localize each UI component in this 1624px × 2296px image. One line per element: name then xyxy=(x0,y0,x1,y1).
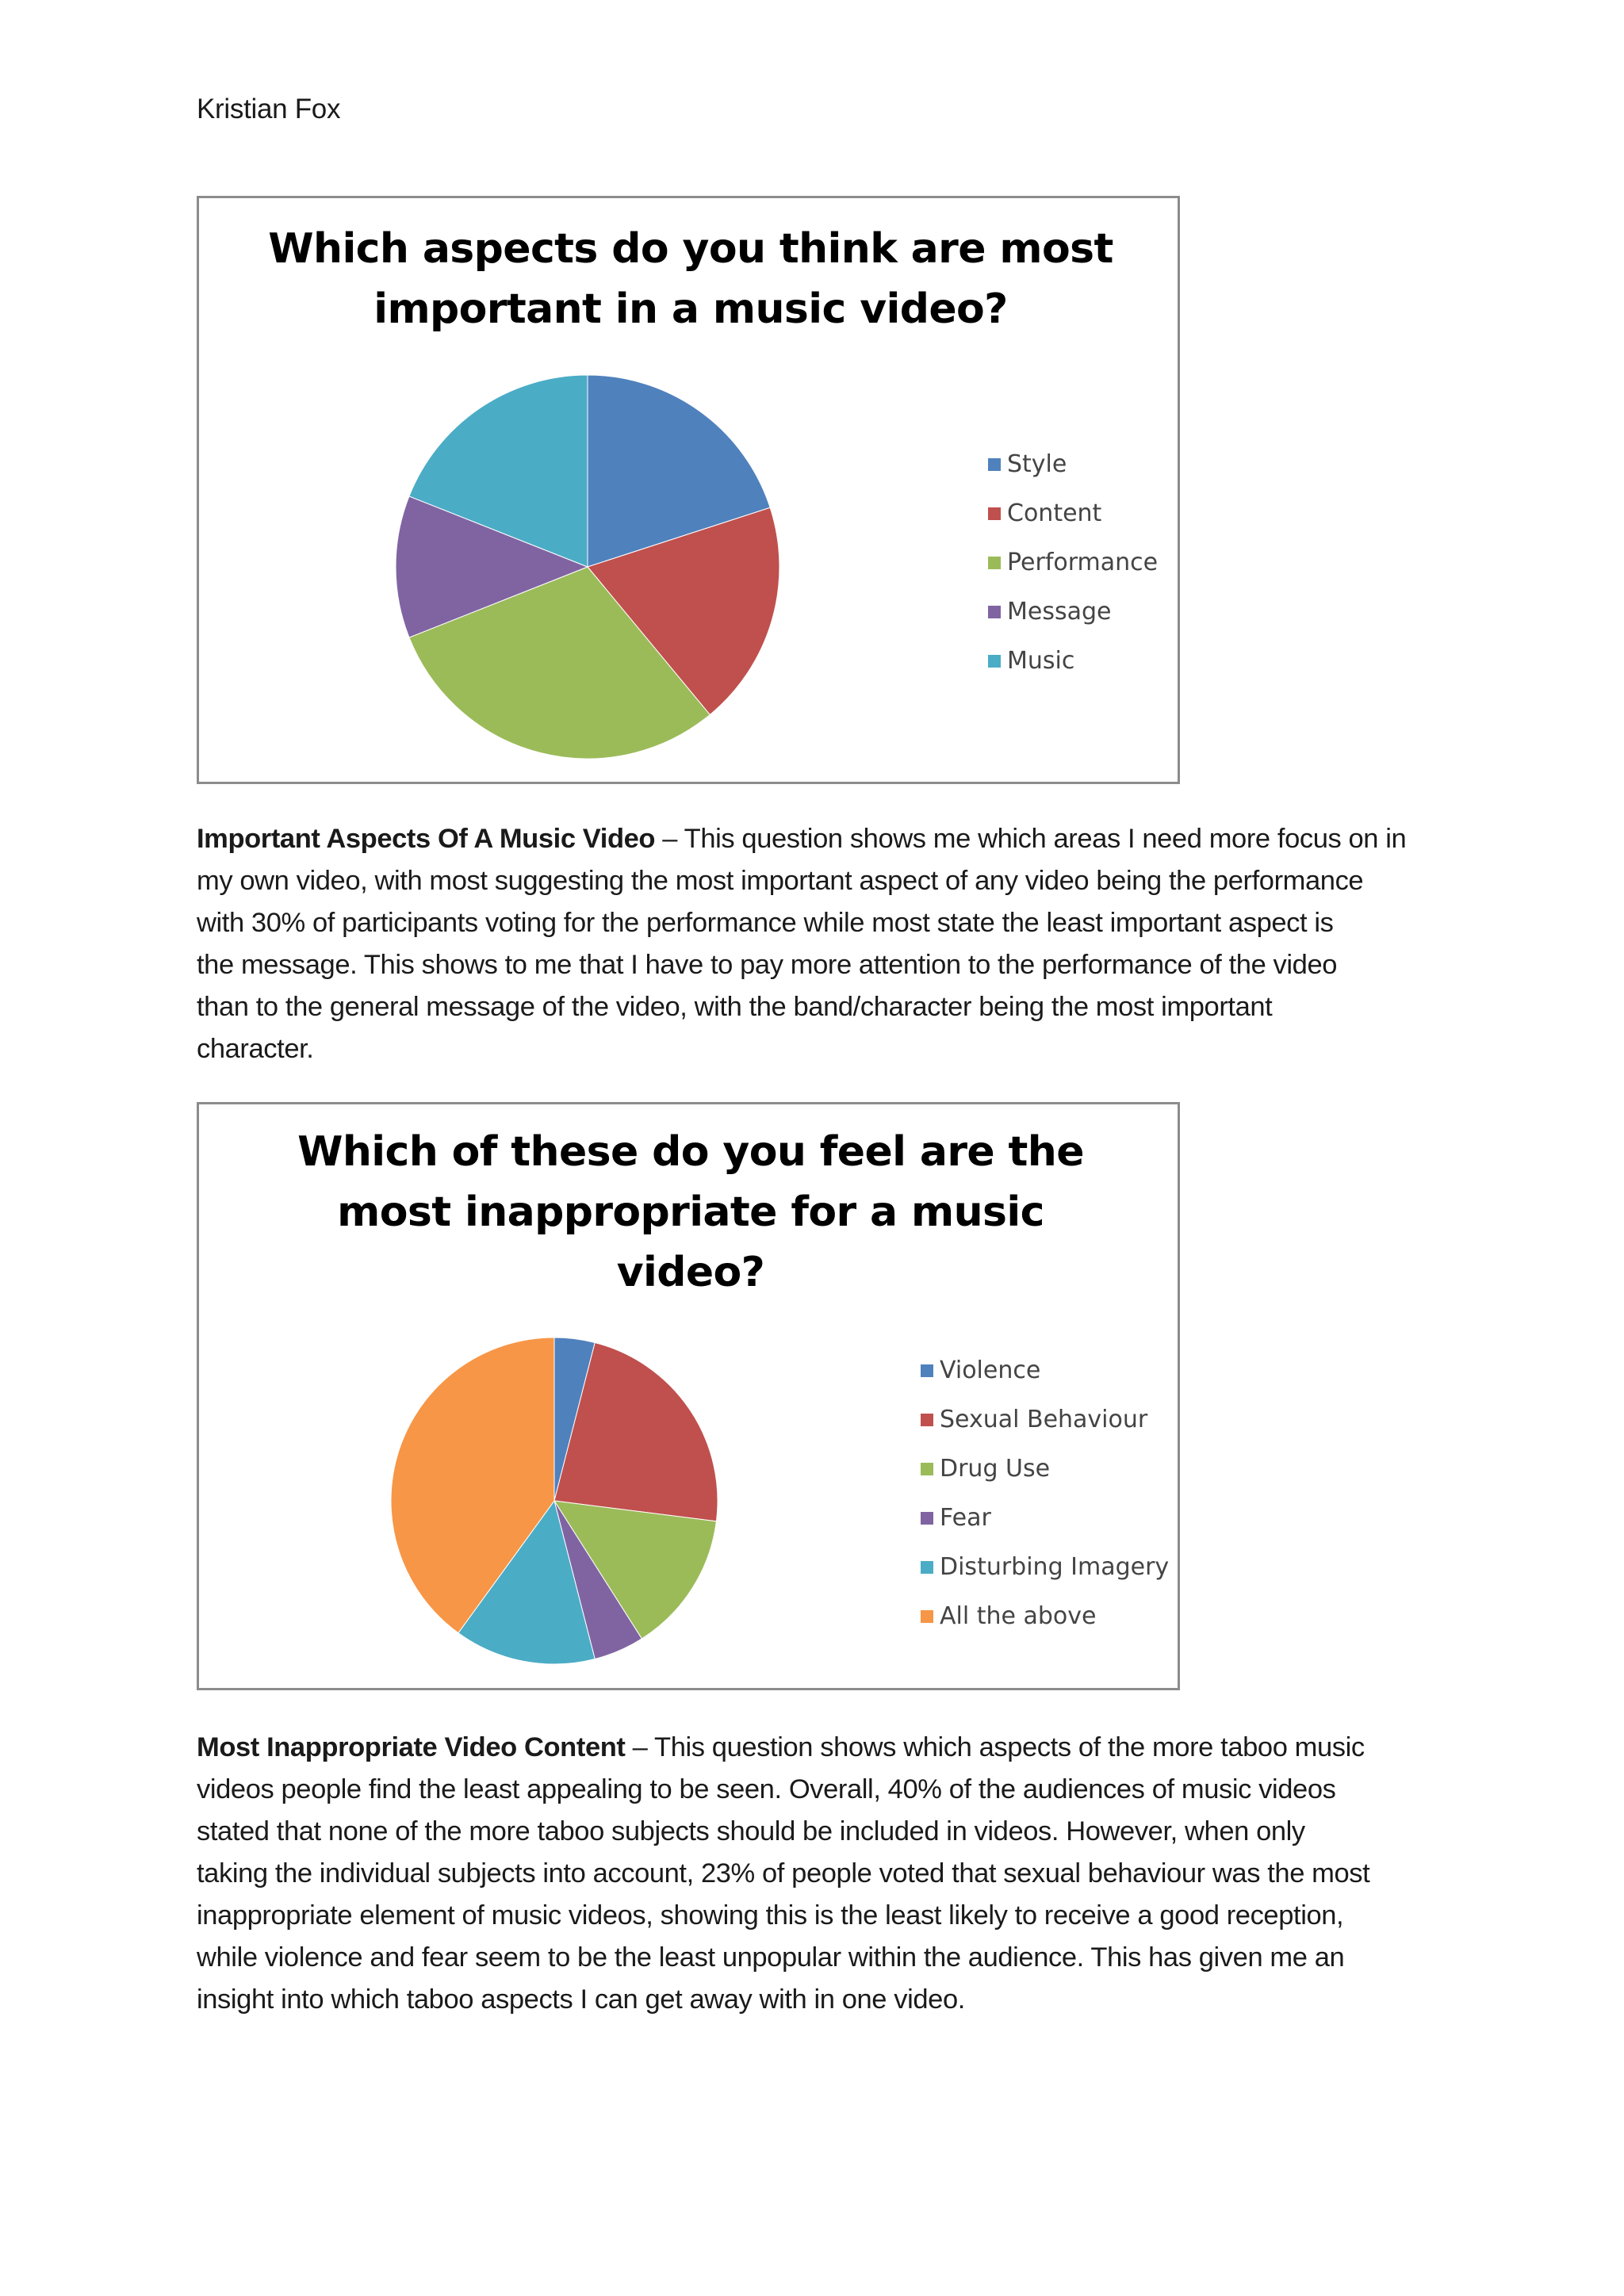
chart-important-aspects xyxy=(197,196,1180,784)
author-name: Kristian Fox xyxy=(197,94,341,124)
legend-label: Style xyxy=(1007,450,1067,478)
legend-swatch xyxy=(921,1463,933,1475)
chart-title-line: Which of these do you feel are the xyxy=(297,1128,1084,1176)
legend-item-fear xyxy=(921,1504,991,1532)
paragraph-line: inappropriate element of music videos, showing this is the least likely to receive a good reception, xyxy=(197,1900,1344,1931)
chart-title-line: important in a music video? xyxy=(373,285,1008,333)
paragraph-line: the message. This shows to me that I have to pay more attention to the performance of the video xyxy=(197,950,1338,980)
legend-swatch xyxy=(921,1610,933,1623)
legend-swatch xyxy=(921,1414,933,1426)
legend-item-violence xyxy=(921,1357,1040,1384)
legend-swatch xyxy=(921,1512,933,1525)
legend-label: Disturbing Imagery xyxy=(940,1553,1170,1581)
paragraph-line xyxy=(197,818,1434,860)
legend-item-all-the-above xyxy=(921,1602,1097,1630)
chart-title-line: video? xyxy=(616,1249,765,1296)
chart-title-line: most inappropriate for a music xyxy=(337,1188,1044,1236)
legend-label: Drug Use xyxy=(940,1455,1051,1483)
legend-label: Message xyxy=(1007,598,1112,626)
paragraph-line: stated that none of the more taboo subjects should be included in videos. However, when only xyxy=(197,1816,1305,1846)
legend-swatch xyxy=(988,507,1001,520)
chart-inappropriate-content xyxy=(197,1102,1180,1690)
legend-label: All the above xyxy=(940,1602,1097,1630)
pie-chart xyxy=(199,198,1182,786)
paragraph-line: than to the general message of the video, with the band/character being the most important xyxy=(197,992,1273,1022)
legend-label: Violence xyxy=(940,1357,1041,1384)
legend-label: Fear xyxy=(940,1504,991,1532)
paragraph-line: while violence and fear seem to be the least unpopular within the audience. This has given me an xyxy=(197,1942,1345,1973)
legend-item-music xyxy=(988,647,1074,675)
legend-swatch xyxy=(988,606,1001,618)
paragraph-line: my own video, with most suggesting the most important aspect of any video being the performance xyxy=(197,866,1364,896)
legend-label: Sexual Behaviour xyxy=(940,1406,1148,1433)
legend-item-sexual-behaviour xyxy=(921,1406,1147,1433)
paragraph-line xyxy=(197,1727,1434,1769)
paragraph-important-aspects xyxy=(197,818,1434,1070)
paragraph-text: – This question shows which aspects of the more taboo music xyxy=(625,1732,1365,1762)
legend-item-performance xyxy=(988,549,1158,576)
legend-swatch xyxy=(921,1364,933,1377)
paragraph-heading: Most Inappropriate Video Content xyxy=(197,1732,626,1762)
legend-swatch xyxy=(988,458,1001,471)
legend-swatch xyxy=(988,557,1001,569)
paragraph-line: taking the individual subjects into account, 23% of people voted that sexual behaviour was the most xyxy=(197,1858,1370,1888)
legend-label: Content xyxy=(1007,499,1102,527)
legend-swatch xyxy=(988,655,1001,668)
paragraph-line: insight into which taboo aspects I can get away with in one video. xyxy=(197,1984,965,2015)
legend-item-drug-use xyxy=(921,1455,1050,1483)
legend-item-content xyxy=(988,499,1101,527)
legend-item-message xyxy=(988,598,1111,626)
legend-item-disturbing-imagery xyxy=(921,1553,1169,1581)
paragraph-text: – This question shows me which areas I need more focus on in xyxy=(655,824,1407,854)
legend-swatch xyxy=(921,1561,933,1574)
legend-label: Performance xyxy=(1007,549,1159,576)
legend-item-style xyxy=(988,450,1067,478)
paragraph-line: character. xyxy=(197,1034,314,1064)
paragraph-inappropriate-content xyxy=(197,1727,1434,2021)
paragraph-heading: Important Aspects Of A Music Video xyxy=(197,824,656,854)
chart-title-line: Which aspects do you think are most xyxy=(268,225,1113,273)
paragraph-line: videos people find the least appealing to be seen. Overall, 40% of the audiences of music videos xyxy=(197,1774,1336,1804)
legend-label: Music xyxy=(1007,647,1075,675)
paragraph-line: with 30% of participants voting for the performance while most state the least important aspect is xyxy=(197,908,1334,938)
